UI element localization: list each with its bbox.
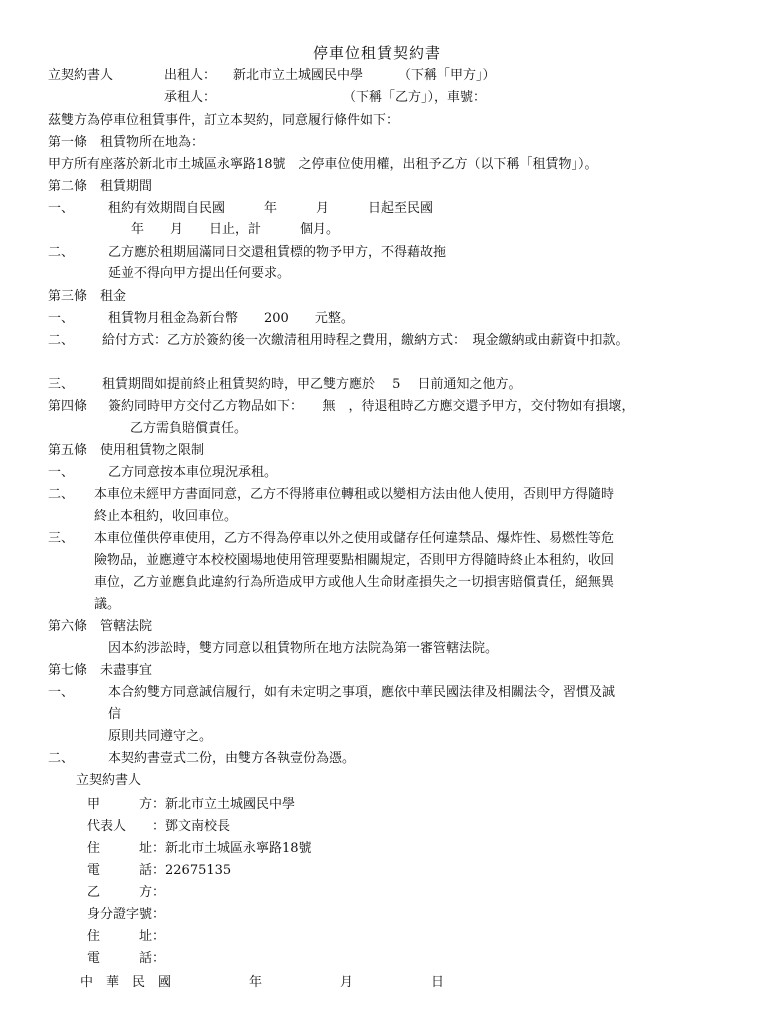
article-2-item-1-text-cont: 年 月 日止，計 個月。	[131, 222, 340, 237]
article-3-item-3-text: 租賃期間如提前終止租賃契約時，甲乙雙方應於 5 日前通知之他方。	[102, 377, 522, 392]
lessee-label: 承租人：	[164, 90, 217, 105]
article-3-item-2-text: 給付方式：乙方於簽約後一次繳清租用時程之費用，繳納方式： 現金繳納或由薪資中扣款。	[102, 333, 629, 348]
article-5-item-2-number: 二、	[48, 487, 75, 502]
article-5-item-3-text-cont-2: 車位，乙方並應負此違約行為所造成甲方或他人生命財產損失之一切損害賠償責任，絕無異	[94, 575, 615, 590]
article-3-heading: 第三條 租金	[48, 289, 127, 304]
intro-text: 茲雙方為停車位租賃事件，訂立本契約，同意履行條件如下：	[48, 113, 400, 128]
article-5-item-3-number: 三、	[48, 531, 75, 546]
signature-representative: 代表人 ：鄧文南校長	[87, 819, 231, 834]
article-7-item-2-number: 二、	[48, 751, 75, 766]
article-4-text: 簽約同時甲方交付乙方物品如下： 無 ，待退租時乙方應交還予甲方，交付物如有損壞，	[108, 399, 635, 414]
signature-b-address: 住 址：	[87, 929, 166, 944]
article-7-item-1-text-cont: 信	[108, 707, 122, 722]
article-7-heading: 第七條 未盡事宜	[48, 663, 153, 678]
signature-phone: 電 話：22675135	[87, 863, 232, 878]
article-1-text: 甲方所有座落於新北市土城區永寧路18號 之停車位使用權，出租予乙方（以下稱「租賃物」）。	[48, 157, 598, 172]
document-title: 停車位租賃契約書	[313, 44, 442, 62]
article-7-item-1-number: 一、	[48, 685, 75, 700]
signers-label: 立契約書人	[48, 68, 114, 83]
article-7-item-2-text: 本契約書壹式二份，由雙方各執壹份為憑。	[108, 751, 356, 766]
lessee-alias: （下稱「乙方」），車號：	[343, 90, 487, 105]
article-2-item-2-text: 乙方應於租期屆滿同日交還租賃標的物予甲方，不得藉故拖	[108, 245, 447, 260]
article-3-item-1-text: 租賃物月租金為新台幣 200 元整。	[108, 311, 354, 326]
article-5-item-2-text: 本車位未經甲方書面同意，乙方不得將車位轉租或以變相方法由他人使用，否則甲方得隨時	[94, 487, 615, 502]
article-6-heading: 第六條 管轄法院	[48, 619, 153, 634]
lessor-label: 出租人：	[164, 68, 217, 83]
signature-address: 住 址：新北市土城區永寧路18號	[87, 841, 312, 856]
article-5-item-1-text: 乙方同意按本車位現況承租。	[108, 465, 278, 480]
article-2-heading: 第二條 租賃期間	[48, 179, 153, 194]
article-5-item-3-text-cont-3: 議。	[94, 597, 121, 612]
signature-party-a: 甲 方：新北市立土城國民中學	[87, 797, 296, 812]
lessor-alias: （下稱「甲方」）	[398, 68, 496, 83]
article-2-item-2-text-cont: 延並不得向甲方提出任何要求。	[108, 266, 291, 281]
signature-title: 立契約書人	[76, 773, 142, 788]
article-4-heading: 第四條	[48, 399, 88, 414]
article-6-text: 因本約涉訟時，雙方同意以租賃物所在地方法院為第一審管轄法院。	[108, 641, 499, 656]
article-5-item-1-number: 一、	[48, 465, 75, 480]
signature-b-phone: 電 話：	[87, 951, 166, 966]
article-1-heading: 第一條 租賃物所在地為：	[48, 135, 205, 150]
article-2-item-2-number: 二、	[48, 245, 75, 260]
article-5-heading: 第五條 使用租賃物之限制	[48, 443, 205, 458]
article-2-item-1-text: 租約有效期間自民國 年 月 日起至民國	[108, 201, 434, 216]
article-2-item-1-number: 一、	[48, 201, 75, 216]
signature-date: 中 華 民 國 年 月 日	[80, 975, 445, 990]
article-3-item-3-number: 三、	[48, 377, 75, 392]
article-7-item-1-text: 本合約雙方同意誠信履行，如有未定明之事項，應依中華民國法律及相關法令，習慣及誠	[108, 685, 616, 700]
article-3-item-2-number: 二、	[48, 333, 75, 348]
signature-id-number: 身分證字號：	[87, 907, 166, 922]
article-3-item-1-number: 一、	[48, 311, 75, 326]
article-5-item-3-text: 本車位僅供停車使用，乙方不得為停車以外之使用或儲存任何違禁品、爆炸性、易燃性等危	[94, 531, 615, 546]
lessor-name: 新北市立土城國民中學	[233, 68, 364, 83]
article-7-item-1-text-cont-2: 原則共同遵守之。	[108, 729, 213, 744]
signature-party-b: 乙 方：	[87, 885, 166, 900]
article-5-item-2-text-cont: 終止本租約，收回車位。	[94, 509, 238, 524]
article-5-item-3-text-cont-1: 險物品，並應遵守本校校園場地使用管理要點相關規定，否則甲方得隨時終止本租約，收回	[94, 553, 615, 568]
article-4-text-cont: 乙方需負賠償責任。	[130, 421, 248, 436]
